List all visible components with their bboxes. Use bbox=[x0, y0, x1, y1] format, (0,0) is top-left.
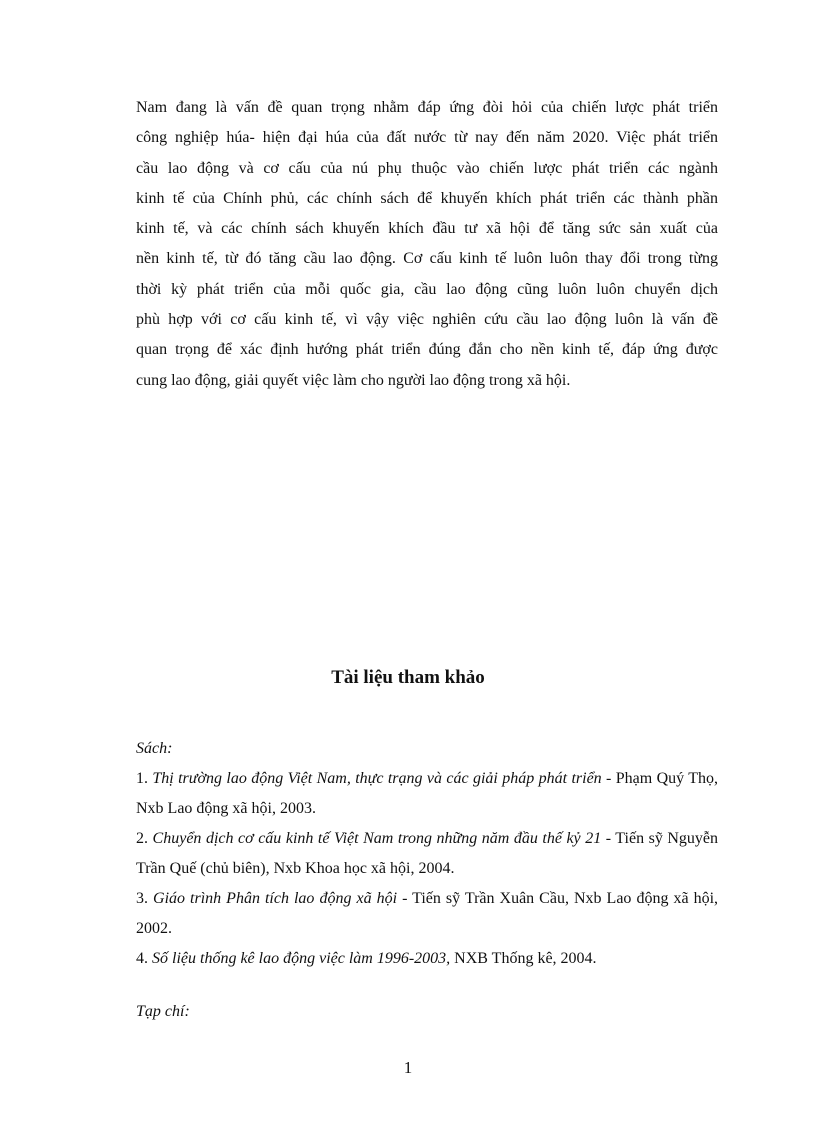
body-line: Nam đang là vấn đề quan trọng nhằm đáp ứng đòi hỏi của chiến lược phát triển bbox=[136, 99, 718, 116]
reference-item bbox=[136, 824, 718, 884]
reference-details: NXB Thống kê, 2004. bbox=[450, 950, 597, 967]
references-section bbox=[136, 734, 718, 974]
reference-item bbox=[136, 884, 718, 944]
page-number: 1 bbox=[403, 1058, 413, 1077]
reference-number: 1. bbox=[136, 770, 148, 787]
body-line: kinh tế, và các chính sách khuyến khích đầu tư xã hội để tăng sức sản xuất của bbox=[136, 220, 718, 238]
reference-details: - Tiến sỹ Nguyễn Trần Quế (chủ biên), Nxb Khoa học xã hội, 2004. bbox=[136, 830, 719, 877]
reference-title: Số liệu thống kê lao động việc làm 1996-2003, bbox=[152, 950, 451, 967]
body-line: phù hợp với cơ cấu kinh tế, vì vậy việc nghiên cứu cầu lao động luôn là vấn đề bbox=[136, 311, 718, 329]
body-line: thời kỳ phát triển của mỗi quốc gia, cầu lao động cũng luôn luôn chuyển dịch bbox=[136, 280, 718, 298]
reference-number: 3. bbox=[136, 890, 148, 907]
reference-title: Giáo trình Phân tích lao động xã hội bbox=[153, 890, 398, 907]
reference-item bbox=[136, 764, 718, 824]
reference-number: 2. bbox=[136, 830, 148, 847]
section-title: Tài liệu tham khảo bbox=[331, 667, 485, 688]
reference-item bbox=[136, 944, 718, 974]
body-line: quan trọng để xác định hướng phát triển đúng đắn cho nền kinh tế, đáp ứng được bbox=[136, 341, 718, 359]
reference-title: Thị trường lao động Việt Nam, thực trạng và các giải pháp phát triển bbox=[152, 770, 602, 787]
books-heading: Sách: bbox=[136, 740, 173, 757]
reference-title: Chuyển dịch cơ cấu kinh tế Việt Nam trong những năm đầu thế kỷ 21 bbox=[152, 830, 602, 847]
reference-details: - Phạm Quý Thọ, Nxb Lao động xã hội, 2003. bbox=[136, 770, 719, 817]
body-paragraph bbox=[136, 93, 718, 396]
reference-number: 4. bbox=[136, 950, 148, 967]
reference-details: - Tiến sỹ Trần Xuân Cầu, Nxb Lao động xã hội, 2002. bbox=[136, 890, 719, 937]
body-line: công nghiệp húa- hiện đại húa của đất nước từ nay đến năm 2020. Việc phát triển bbox=[136, 129, 718, 147]
body-line: kinh tế của Chính phủ, các chính sách để khuyến khích phát triển các thành phần bbox=[136, 189, 718, 207]
body-line: cung lao động, giải quyết việc làm cho người lao động trong xã hội. bbox=[136, 371, 571, 389]
journals-heading: Tạp chí: bbox=[136, 1003, 190, 1020]
body-line: nền kinh tế, từ đó tăng cầu lao động. Cơ cấu kinh tế luôn luôn thay đổi trong từng bbox=[136, 250, 718, 268]
body-line: cầu lao động và cơ cấu của nú phụ thuộc vào chiến lược phát triển các ngành bbox=[136, 159, 718, 177]
